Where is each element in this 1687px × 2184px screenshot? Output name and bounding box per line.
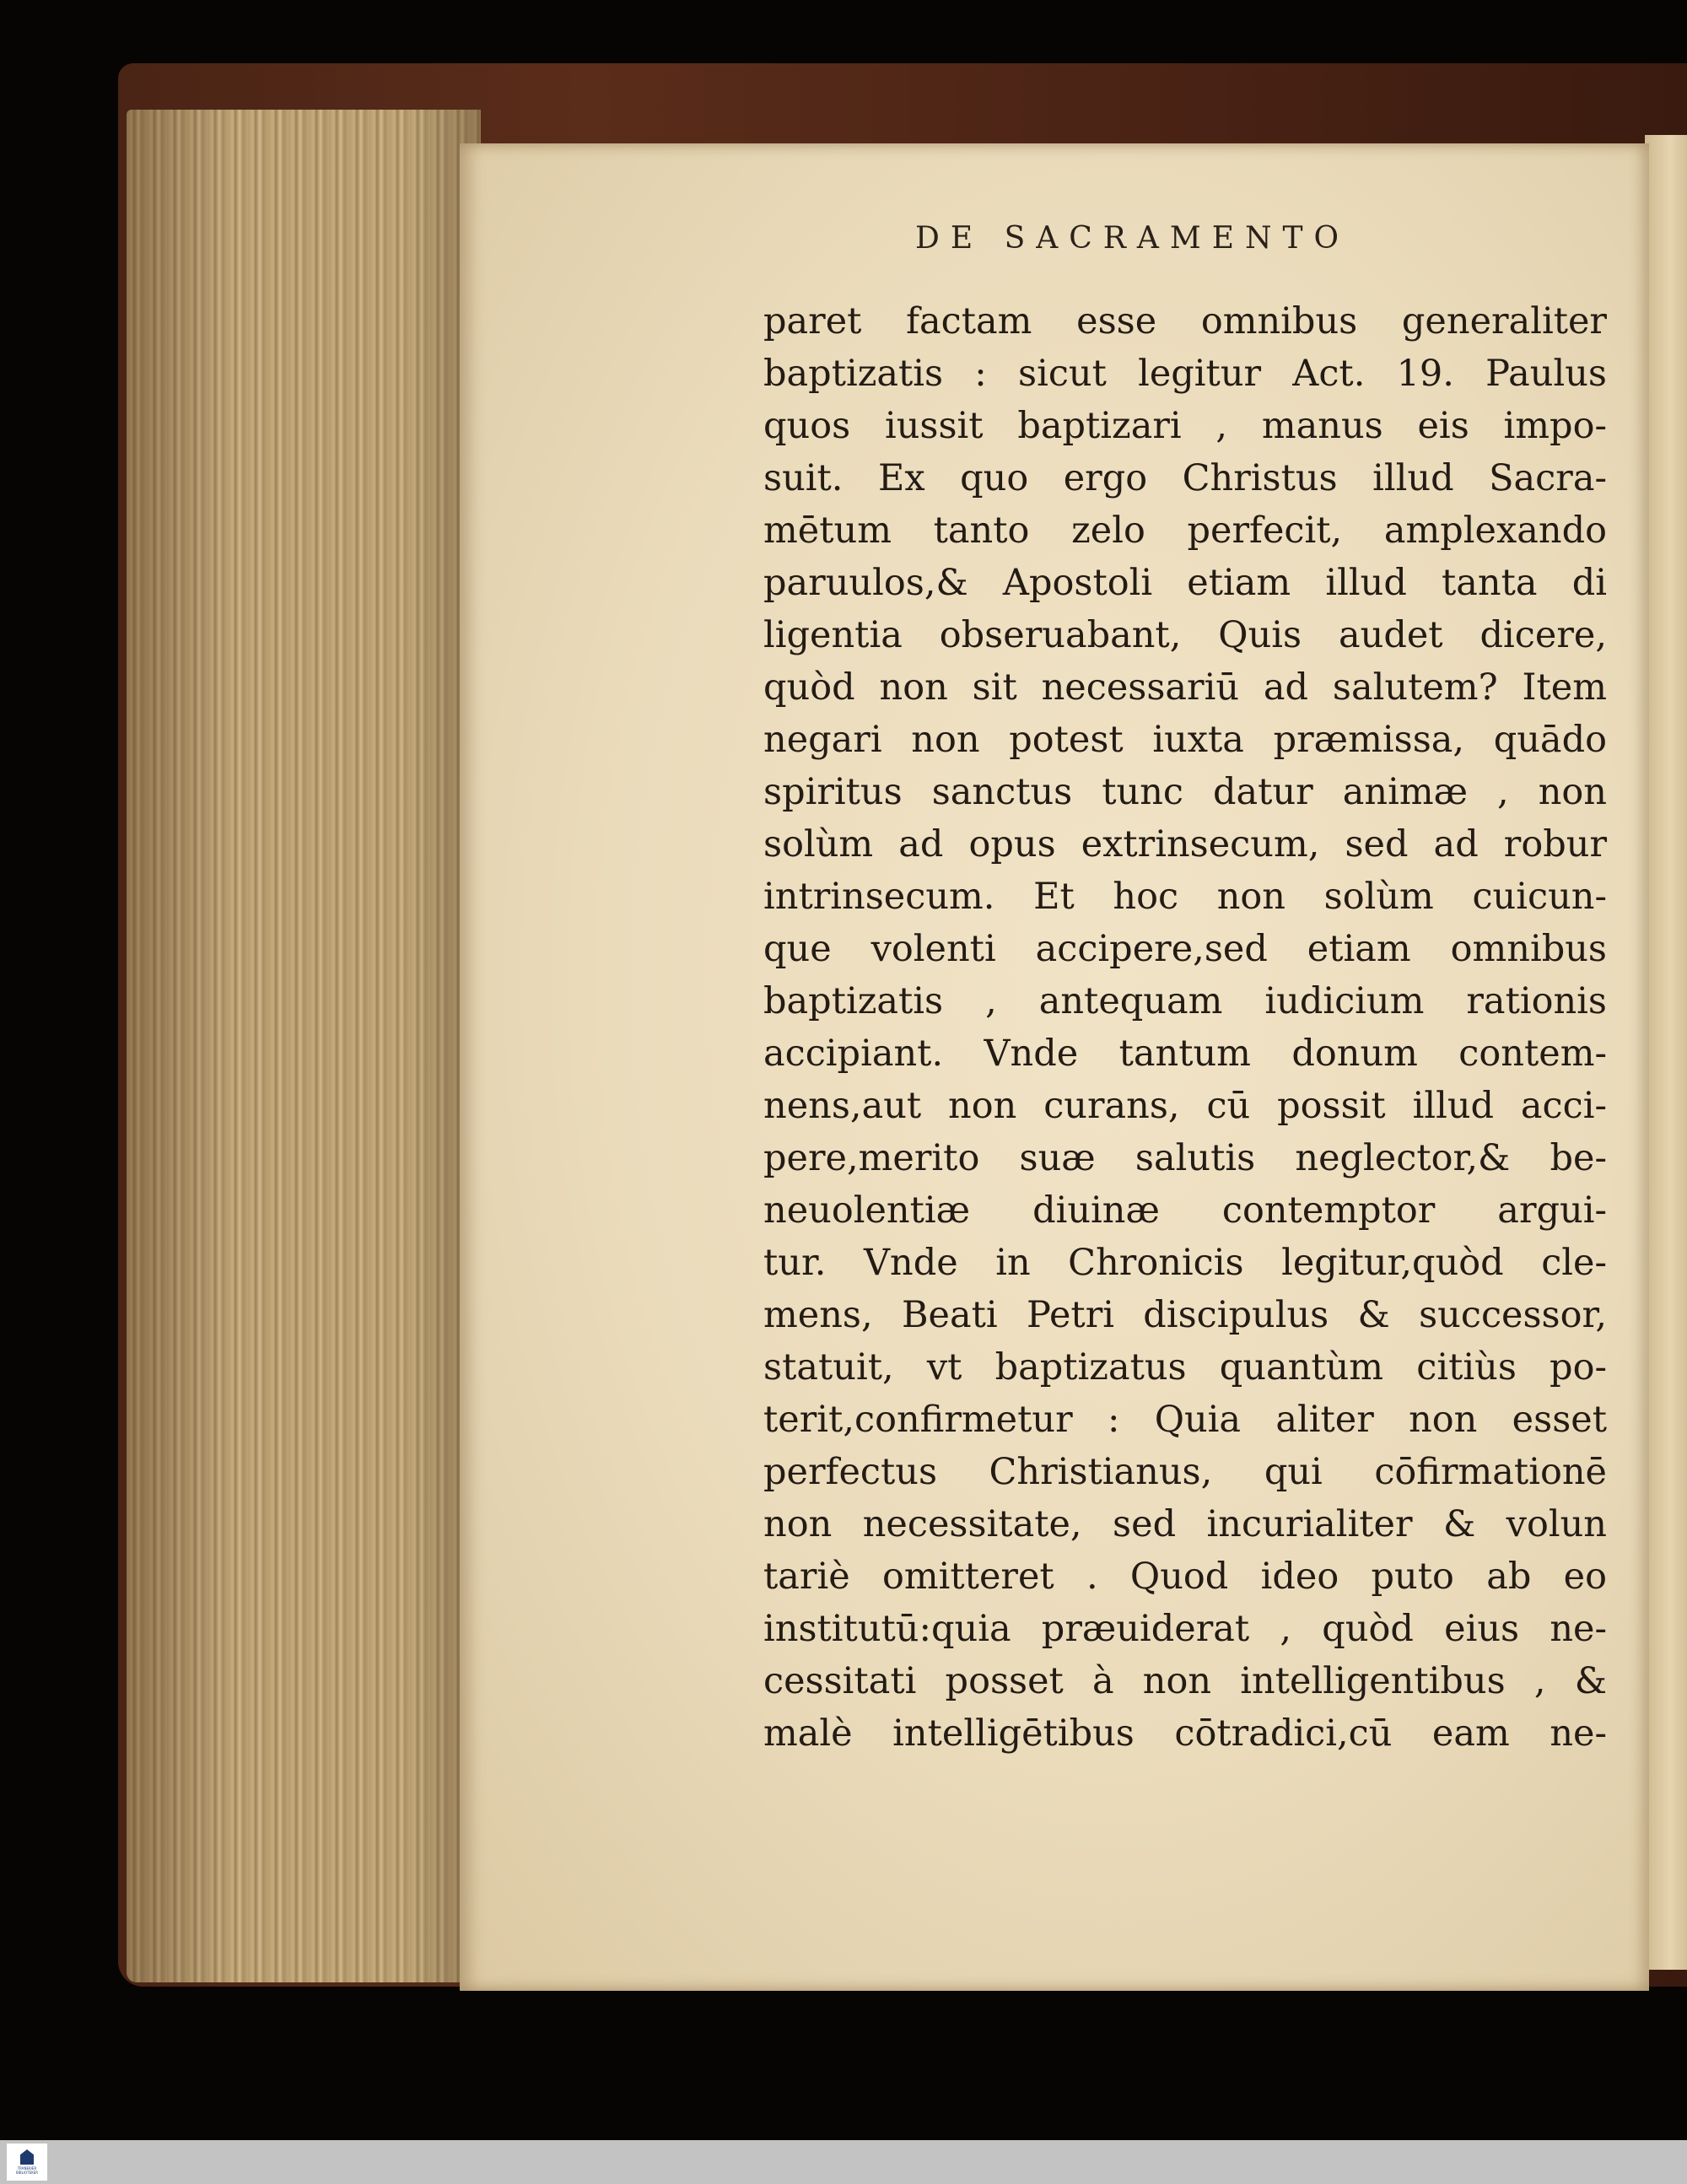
text-line: terit,confirmetur : Quia aliter non esset [763, 1399, 1607, 1441]
text-line: statuit, vt baptizatus quantùm citiùs po- [763, 1346, 1607, 1389]
running-head: DE SACRAMENTO [915, 221, 1350, 256]
text-line: tur. Vnde in Chronicis legitur,quòd cle- [763, 1242, 1607, 1284]
text-line: quos iussit baptizari , manus eis impo- [763, 405, 1607, 447]
text-line: neuolentiæ diuinæ contemptor argui- [763, 1189, 1607, 1232]
text-line: que volenti accipere,sed etiam omnibus [763, 928, 1607, 970]
text-line: malè intelligētibus cōtradici,cū eam ne- [763, 1712, 1607, 1755]
page-edges-shade [127, 110, 481, 1982]
text-line: suit. Ex quo ergo Christus illud Sacra- [763, 457, 1607, 499]
text-line: intrinsecum. Et hoc non solùm cuicun- [763, 876, 1607, 918]
library-logo-icon [20, 2149, 34, 2165]
text-line: paret factam esse omnibus generaliter [763, 300, 1607, 342]
text-line: mētum tanto zelo perfecit, amplexando [763, 510, 1607, 552]
facing-page-edge [1645, 135, 1687, 1970]
text-line: paruulos,& Apostoli etiam illud tanta di [763, 562, 1607, 604]
text-line: cessitati posset à non intelligentibus , & [763, 1660, 1607, 1702]
text-line: ligentia obseruabant, Quis audet dicere, [763, 614, 1607, 656]
text-line: pere,merito suæ salutis neglector,& be- [763, 1137, 1607, 1179]
text-line: mens, Beati Petri discipulus & successor, [763, 1294, 1607, 1336]
text-line: baptizatis , antequam iudicium rationis [763, 980, 1607, 1022]
text-line: tariè omitteret . Quod ideo puto ab eo [763, 1556, 1607, 1598]
text-line: baptizatis : sicut legitur Act. 19. Paulus [763, 353, 1607, 395]
text-line: spiritus sanctus tunc datur animæ , non [763, 771, 1607, 813]
text-line: perfectus Christianus, qui cōfirmationē [763, 1451, 1607, 1493]
page-text-block [763, 295, 1607, 1760]
text-line: nens,aut non curans, cū possit illud acci- [763, 1085, 1607, 1127]
text-line: solùm ad opus extrinsecum, sed ad robur [763, 823, 1607, 866]
library-logo-text: TRANEKÆR BIBLIOTEKER [15, 2166, 39, 2175]
library-logo [7, 2144, 47, 2181]
text-line: institutū:quia præuiderat , quòd eius ne- [763, 1608, 1607, 1650]
text-line: accipiant. Vnde tantum donum contem- [763, 1033, 1607, 1075]
bottom-bar [0, 2140, 1687, 2184]
text-line: negari non potest iuxta præmissa, quādo [763, 719, 1607, 761]
text-line: non necessitate, sed incurialiter & volun [763, 1503, 1607, 1545]
text-line: quòd non sit necessariū ad salutem? Item [763, 666, 1607, 709]
